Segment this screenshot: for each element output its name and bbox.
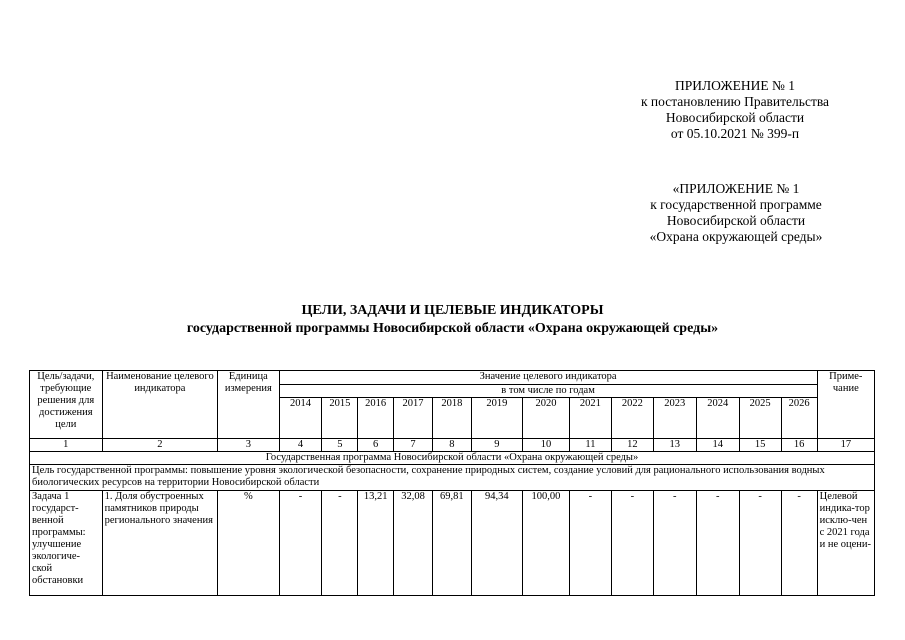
unit-cell: %: [218, 491, 279, 596]
value-cell: -: [611, 491, 653, 596]
appendix-header-program: [620, 181, 852, 245]
header-year: 2025: [739, 398, 781, 439]
header-year: 2015: [322, 398, 358, 439]
goal-row: Цель государственной программы: повышение уровня экологической безопасности, сохранение природных систем, создание условий для рационального использования водных биологических ресурсов на территории Новосибирской области: [30, 465, 875, 491]
value-cell: -: [696, 491, 739, 596]
value-cell: -: [653, 491, 696, 596]
value-cell: 69,81: [432, 491, 471, 596]
column-number: 5: [322, 439, 358, 452]
column-number: 8: [432, 439, 471, 452]
task-cell: Задача 1 государст-венной программы: улучшение экологиче-ской обстановки: [30, 491, 103, 596]
value-cell: 13,21: [358, 491, 394, 596]
value-cell: 32,08: [394, 491, 433, 596]
appendix-line: от 05.10.2021 № 399-п: [670, 126, 800, 141]
column-number: 7: [394, 439, 433, 452]
header-year: 2014: [279, 398, 322, 439]
header-year: 2024: [696, 398, 739, 439]
header-year: 2023: [653, 398, 696, 439]
header-year: 2017: [394, 398, 433, 439]
appendix-line: «Охрана окружающей среды»: [649, 229, 823, 244]
column-number: 10: [522, 439, 569, 452]
header-year: 2022: [611, 398, 653, 439]
value-cell: -: [569, 491, 611, 596]
column-number: 6: [358, 439, 394, 452]
note-cell: Целевой индика-тор исклю-чен с 2021 года и не оцени-: [817, 491, 874, 596]
header-year: 2016: [358, 398, 394, 439]
indicators-table: [29, 370, 875, 596]
column-number: 16: [781, 439, 817, 452]
header-year: 2021: [569, 398, 611, 439]
header-year: 2018: [432, 398, 471, 439]
value-cell: -: [739, 491, 781, 596]
column-number: 3: [218, 439, 279, 452]
column-number: 2: [102, 439, 218, 452]
column-number: 4: [279, 439, 322, 452]
header-indicator-value: Значение целевого индикатора: [279, 371, 817, 385]
title-line-2: государственной программы Новосибирской области «Охрана окружающей среды»: [186, 321, 719, 336]
header-indicator-name: Наименование целевого индикатора: [102, 371, 218, 439]
appendix-header-decree: [615, 78, 855, 142]
header-note: Приме- чание: [817, 371, 874, 439]
header-goal-tasks: Цель/задачи, требующие решения для достижения цели: [30, 371, 103, 439]
column-number: 14: [696, 439, 739, 452]
appendix-line: ПРИЛОЖЕНИЕ № 1: [674, 78, 796, 93]
column-number: 12: [611, 439, 653, 452]
header-by-years: в том числе по годам: [279, 385, 817, 398]
header-year: 2026: [781, 398, 817, 439]
header-year: 2019: [471, 398, 522, 439]
value-cell: -: [322, 491, 358, 596]
column-number: 1: [30, 439, 103, 452]
table-row: [30, 491, 875, 596]
appendix-line: «ПРИЛОЖЕНИЕ № 1: [672, 181, 800, 196]
value-cell: -: [279, 491, 322, 596]
value-cell: 94,34: [471, 491, 522, 596]
program-row: Государственная программа Новосибирской области «Охрана окружающей среды»: [30, 452, 875, 465]
column-number: 9: [471, 439, 522, 452]
appendix-line: к государственной программе: [650, 197, 822, 212]
column-number: 15: [739, 439, 781, 452]
header-unit: Единица измерения: [218, 371, 279, 439]
column-number: 11: [569, 439, 611, 452]
appendix-line: Новосибирской области: [665, 110, 805, 125]
document-title: [0, 302, 905, 338]
appendix-line: Новосибирской области: [666, 213, 806, 228]
column-number: 13: [653, 439, 696, 452]
value-cell: 100,00: [522, 491, 569, 596]
value-cell: -: [781, 491, 817, 596]
title-line-1: ЦЕЛИ, ЗАДАЧИ И ЦЕЛЕВЫЕ ИНДИКАТОРЫ: [301, 303, 604, 318]
appendix-line: к постановлению Правительства: [640, 94, 830, 109]
indicator-cell: 1. Доля обустроенных памятников природы регионального значения: [102, 491, 218, 596]
header-year: 2020: [522, 398, 569, 439]
column-number: 17: [817, 439, 874, 452]
